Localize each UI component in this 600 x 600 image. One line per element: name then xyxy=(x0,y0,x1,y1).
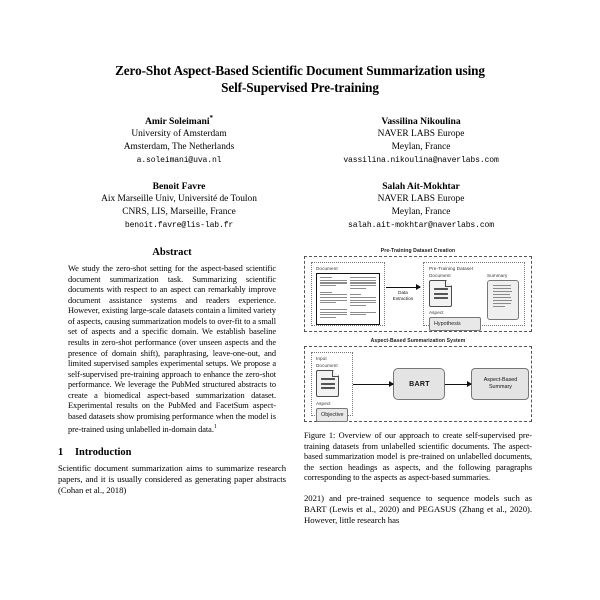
input-document-label: Document xyxy=(316,363,338,369)
author-row-1 xyxy=(58,112,542,168)
author-block-3 xyxy=(300,180,542,233)
author-row-2 xyxy=(58,180,542,233)
figure-caption-text: Overview of our approach to create self-supervised pre-training datasets from unlabelled scientific documents. The aspect-based summarization model is pre-trained on unlabelled documents, the section headings as aspects, and the following paragraphs corresponding to the aspects as aspect-based summaries. xyxy=(304,431,532,483)
document-text-column-left xyxy=(320,277,347,321)
author-name-text: Amir Soleimani xyxy=(144,116,210,128)
input-aspect-label: Aspect xyxy=(316,401,331,407)
dataset-document-label: Document xyxy=(429,273,451,279)
author-block-2 xyxy=(58,180,300,233)
figure-caption-label: Figure 1: xyxy=(304,431,336,441)
author-affiliation-1: NAVER LABS Europe xyxy=(377,129,465,140)
author-email[interactable]: benoit.favre@lis-lab.fr xyxy=(124,221,234,231)
two-column-body xyxy=(58,247,542,526)
dataset-summary-column xyxy=(487,273,519,329)
arrow-right-icon xyxy=(353,384,393,385)
author-affiliation-2: Meylan, France xyxy=(391,207,451,218)
footnote-marker[interactable]: 1 xyxy=(213,424,217,431)
section-number: 1 xyxy=(58,446,64,458)
aspect-based-summary-output: Aspect-Based Summary xyxy=(471,368,529,400)
page-title xyxy=(58,0,542,96)
source-document-label: Document xyxy=(316,266,338,272)
arrow-right-icon xyxy=(445,384,471,385)
author-block-1 xyxy=(300,112,542,168)
document-text-column-right xyxy=(350,277,377,321)
dataset-aspect-label: Aspect xyxy=(429,310,444,316)
author-name-text: Vassilina Nikoulina xyxy=(381,116,461,128)
author-email[interactable]: salah.ait-mokhtar@naverlabs.com xyxy=(348,221,494,231)
document-icon xyxy=(429,280,452,307)
author-name xyxy=(300,112,542,128)
title-line-2: Self-Supervised Pre-training xyxy=(221,80,379,95)
author-affiliation-2: Meylan, France xyxy=(391,142,451,153)
panel-aspect-based-summarization-system xyxy=(304,346,532,422)
document-page-illustration xyxy=(316,273,380,325)
input-label: Input xyxy=(316,356,327,362)
author-name xyxy=(58,112,300,128)
title-line-1: Zero-Shot Aspect-Based Scientific Document Summarization using xyxy=(115,63,485,78)
panel-1-title: Pre-Training Dataset Creation xyxy=(380,248,456,255)
input-group xyxy=(311,352,353,419)
introduction-right-text: 2021) and pre-trained sequence to sequence models such as BART (Lewis et al., 2020) and PEGASUS (Zhang et al., 2020). However, little research has xyxy=(304,492,532,526)
left-column xyxy=(58,247,286,526)
author-affiliation-marker: * xyxy=(209,114,214,122)
data-extraction-label-line1: Data xyxy=(398,289,408,295)
author-affiliation-1: NAVER LABS Europe xyxy=(377,194,465,205)
author-affiliation-2: CNRS, LIS, Marseille, France xyxy=(122,207,236,218)
author-email[interactable]: a.soleimani@uva.nl xyxy=(136,156,222,166)
abstract-paragraph: We study the zero-shot setting for the aspect-based scientific document summarization task. Summarizing scientific documents with respect to an aspect can remarkably improve document assistance systems and readers experience. However, existing large-scale datasets contain a limited variety of aspects, causing summarization models to over-fit to a small set of aspects and a specific domain. We establish baseline results in zero-shot performance (over unseen aspects and the presence of domain shift), paraphrasing, leave-one-out, and limited supervised samples experimental setups. We propose a self-supervised pre-training approach to enhance the zero-shot performance. We leverage the PubMed structured abstracts to create a biomedical aspect-based summarization dataset. Experimental results on the PubMed and FacetSum aspect-based datasets show promising performance when the model is pre-trained using unlabelled in-domain data. xyxy=(68,264,276,435)
author-name xyxy=(58,180,300,193)
panel-2-title: Aspect-Based Summarization System xyxy=(370,338,466,345)
figure-1 xyxy=(304,248,532,484)
author-email[interactable]: vassilina.nikoulina@naverlabs.com xyxy=(343,156,499,166)
document-icon xyxy=(316,370,339,397)
aspect-value-objective: Objective xyxy=(316,408,348,422)
abstract-heading: Abstract xyxy=(152,247,192,259)
bart-model-box: BART xyxy=(393,368,445,400)
introduction-left-text: Scientific document summarization aims to summarize research papers, and it is usually considered as generating paper abstracts (Cohan et al., 2018) xyxy=(58,462,286,496)
author-affiliation-1: Aix Marseille Univ, Université de Toulon xyxy=(101,194,257,205)
author-name-text: Salah Ait-Mokhtar xyxy=(382,181,460,193)
author-affiliation-1: University of Amsterdam xyxy=(131,129,227,140)
pre-training-dataset-label: Pre-Training Dataset xyxy=(429,266,474,272)
arrow-right-icon xyxy=(386,287,420,288)
section-title: Introduction xyxy=(75,446,132,458)
author-block-0 xyxy=(58,112,300,168)
pre-training-dataset-group xyxy=(423,262,525,326)
dataset-summary-label: Summary xyxy=(487,273,508,279)
model-pipeline xyxy=(353,352,529,416)
right-column xyxy=(304,247,532,526)
author-name-text: Benoit Favre xyxy=(152,181,206,193)
aspect-value-hypothesis: Hypothesis xyxy=(429,317,481,331)
source-document-group xyxy=(311,262,385,326)
abstract-text xyxy=(68,264,276,436)
data-extraction-arrow-group xyxy=(385,262,421,326)
panel-pre-training-dataset-creation xyxy=(304,256,532,332)
author-name xyxy=(300,180,542,193)
section-heading-introduction xyxy=(58,447,286,458)
author-affiliation-2: Amsterdam, The Netherlands xyxy=(123,142,235,153)
dataset-document-column xyxy=(429,273,481,329)
figure-caption xyxy=(304,431,532,484)
data-extraction-label xyxy=(393,290,413,302)
summary-text-illustration xyxy=(487,280,519,320)
data-extraction-label-line2: Extraction xyxy=(392,295,414,301)
